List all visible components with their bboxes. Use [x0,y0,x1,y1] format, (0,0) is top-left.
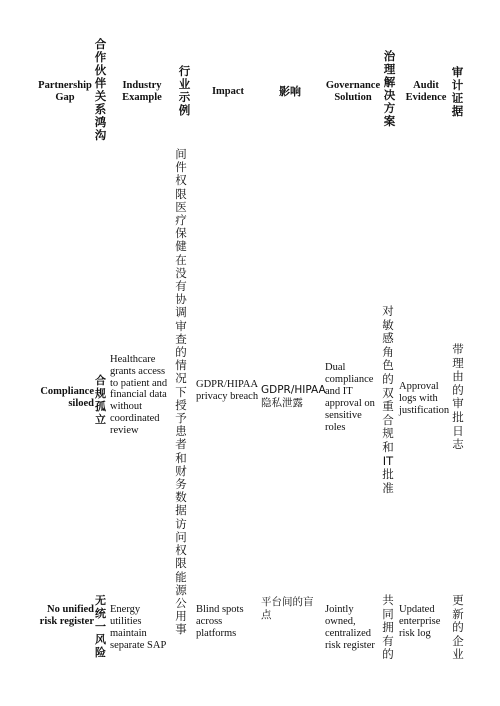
header-industry-example: Industry Example [122,80,162,103]
header-governance-solution: Governance Solution [325,80,381,103]
row1-example-cn: 间件权限医疗保健在没有协调审查的情况下授予患者和财务数据访问权限能源公用事 [175,147,187,637]
row1-evidence-cn: 带理由的审批日志 [452,342,464,452]
row2-evidence: Updated enterprise risk log [399,604,441,639]
row2-impact: Blind spots across platforms [196,604,244,639]
row2-example: Energy utilities maintain separate SAP [110,604,167,651]
header-audit-evidence-cn: 审计证据 [451,65,464,118]
row2-solution: Jointly owned, centralized risk register [325,604,375,651]
row2-evidence-cn: 更新的企业 [452,593,464,662]
row1-gap-cn: 合规孤立 [95,374,106,426]
row2-impact-cn: 平台间的盲点 [261,596,314,621]
header-governance-solution-cn: 治理解决方案 [383,49,396,128]
row1-evidence: Approval logs with justification [399,381,450,416]
header-partnership-gap-cn: 合作伙伴关系鸿沟 [94,37,107,142]
row1-solution-cn: 对敏感角色的双重合规和IT批准 [382,304,394,495]
header-impact-cn: 影响 [279,85,301,98]
row1-gap: Compliance siloed [40,386,94,409]
header-partnership-gap: Partnership Gap [38,80,92,103]
row1-example: Healthcare grants access to patient and financial data without coordinated review [110,354,168,436]
row1-impact-cn: GDPR/HIPAA隐私泄露 [261,384,326,409]
row1-solution: Dual compliance and IT approval on sensitive roles [325,362,375,433]
row1-impact: GDPR/HIPAA privacy breach [196,379,259,402]
row2-solution-cn: 共同拥有的 [382,593,394,662]
row2-gap-cn: 无统一风险 [95,594,106,659]
header-industry-example-cn: 行业示例 [178,64,191,117]
header-impact: Impact [211,86,245,97]
header-audit-evidence: Audit Evidence [405,80,447,103]
row2-gap: No unified risk register [39,604,94,627]
